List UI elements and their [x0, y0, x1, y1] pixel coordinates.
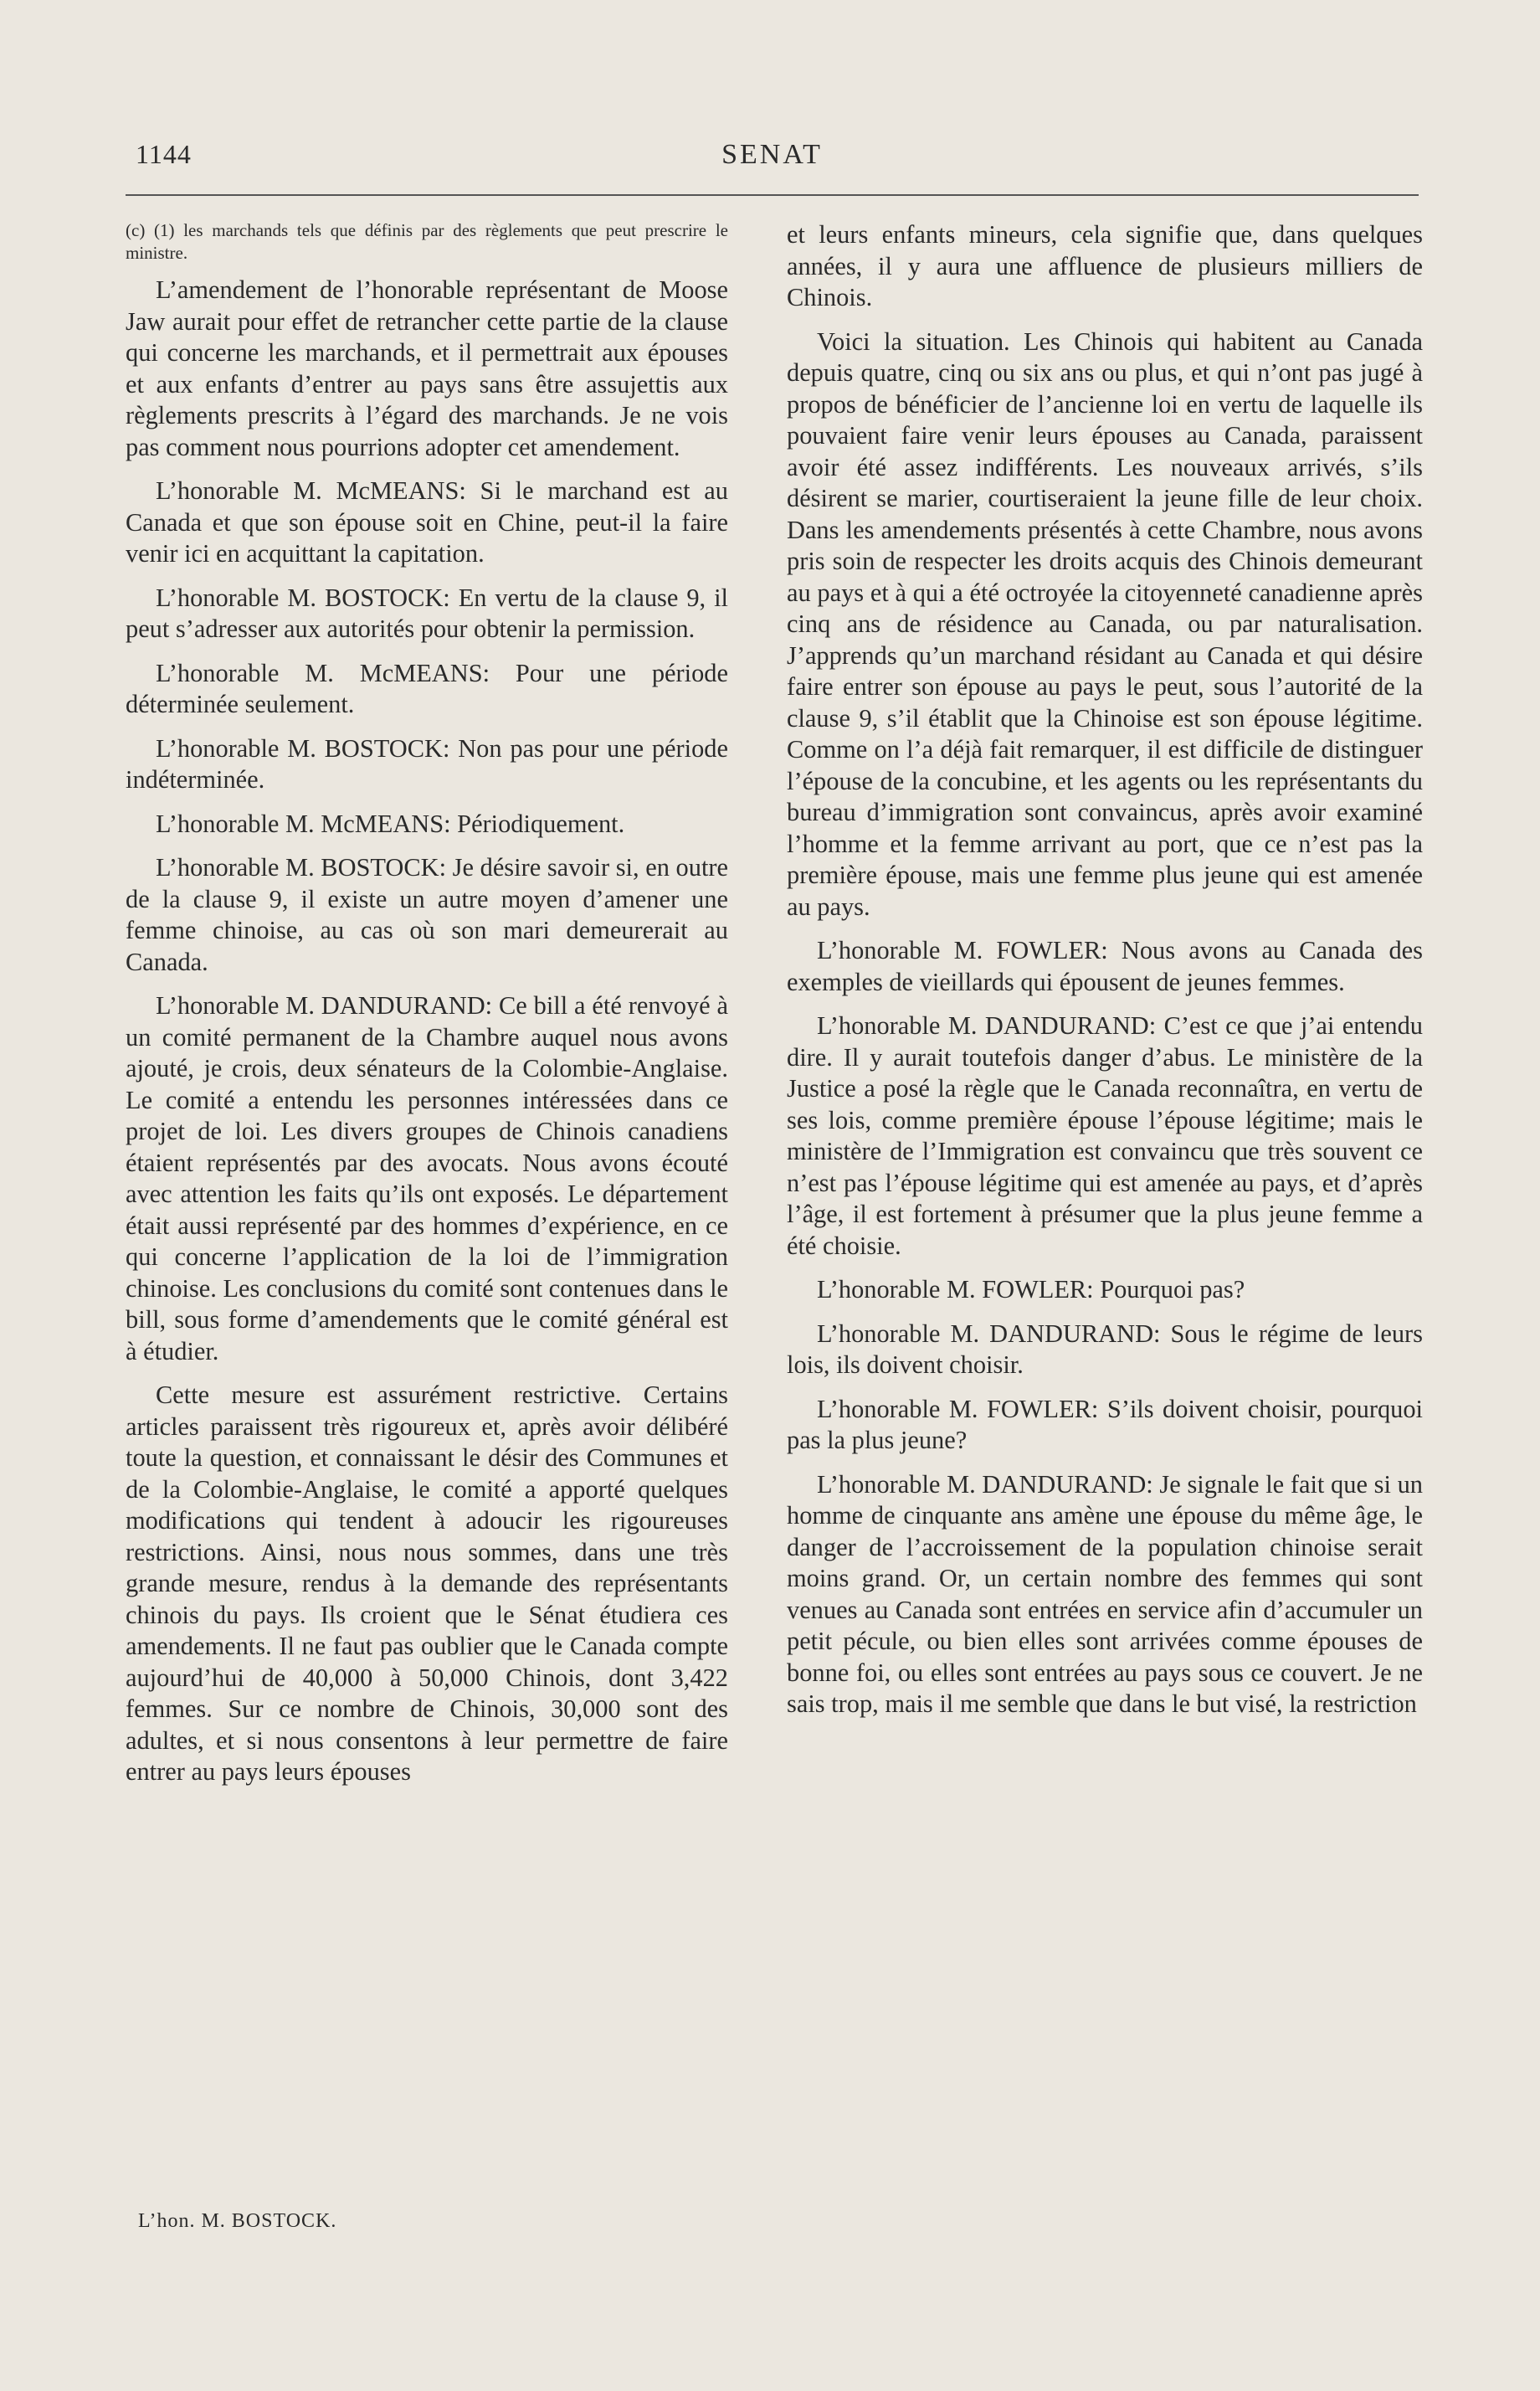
paragraph: L’amendement de l’honorable représentant de Moose Jaw aurait pour effet de retrancher cette partie de la clause qui concerne les marchands, et il permettrait aux épouses et aux enfants d’entrer au pays sans être assujettis aux règlements prescrits à l’égard des marchands. Je ne vois pas comment nous pourrions adopter cet amendement. [126, 275, 728, 461]
right-column [787, 219, 1423, 1733]
paragraph: L’honorable M. DANDURAND: Ce bill a été renvoyé à un comité permanent de la Chambre auquel nous avons ajouté, je crois, deux sénateurs de la Colombie-Anglaise. Le comité a entendu les personnes intéressées dans ce projet de loi. Les divers groupes de Chinois canadiens étaient représentés par des avocats. Nous avons écouté avec attention les faits qu’ils ont exposés. Le département était aussi représenté par des hommes d’expérience, en ce qui concerne l’application de la loi de l’immigration chinoise. Les conclusions du comité sont contenues dans le bill, sous forme d’amendements que le comité général est à étudier. [126, 991, 728, 1365]
quoted-clause: (c) (1) les marchands tels que définis par des règlements que peut prescrire le ministre. [126, 220, 728, 263]
running-head: SENAT [721, 139, 823, 170]
paragraph: L’honorable M. BOSTOCK: En vertu de la clause 9, il peut s’adresser aux autorités pour obtenir la permission. [126, 583, 728, 643]
paragraph: L’honorable M. DANDURAND: C’est ce que j’ai entendu dire. Il y aurait toutefois danger d’abus. Le ministère de la Justice a posé la règle que le Canada reconnaîtra, en vertu de ses lois, comme première épouse l’épouse légitime; mais le ministère de l’Immigration est convaincu que très souvent ce n’est pas l’épouse légitime qui est amenée au pays, et d’après l’âge, il est fortement à présumer que la plus jeune femme a été choisie. [787, 1011, 1423, 1260]
paragraph: Cette mesure est assurément restrictive. Certains articles paraissent très rigoureux et, après avoir délibéré toute la question, et connaissant le désir des Communes et de la Colombie-Anglaise, le comité a apporté quelques modifications qui tendent à adoucir les rigoureuses restrictions. Ainsi, nous nous sommes, dans une très grande mesure, rendus à la demande des représentants chinois du pays. Ils croient que le Sénat étudiera ces amendements. Il ne faut pas oublier que le Canada compte aujourd’hui de 40,000 à 50,000 Chinois, dont 3,422 femmes. Sur ce nombre de Chinois, 30,000 sont des adultes, et si nous consentons à leur permettre de faire entrer au pays leurs épouses [126, 1381, 728, 1786]
paragraph: L’honorable M. FOWLER: S’ils doivent choisir, pourquoi pas la plus jeune? [787, 1394, 1423, 1454]
paragraph: L’honorable M. FOWLER: Pourquoi pas? [817, 1275, 1245, 1303]
paragraph: L’honorable M. McMEANS: Pour une période déterminée seulement. [126, 658, 728, 718]
paragraph: L’honorable M. FOWLER: Nous avons au Canada des exemples de vieillards qui épousent de jeunes femmes. [787, 936, 1423, 996]
paragraph: L’honorable M. DANDURAND: Je signale le fait que si un homme de cinquante ans amène une épouse du même âge, le danger de l’accroissement de la population chinoise serait moins grand. Or, un certain nombre des femmes qui sont venues au Canada sont entrées en service afin d’accumuler un petit pécule, ou bien elles sont arrivées comme épouses de bonne foi, ou elles sont entrées au pays sous ce couvert. Je ne sais trop, mais il me semble que dans le but visé, la restriction [787, 1469, 1423, 1718]
paragraph: L’honorable M. DANDURAND: Sous le régime de leurs lois, ils doivent choisir. [787, 1319, 1423, 1379]
paragraph: L’honorable M. BOSTOCK: Je désire savoir si, en outre de la clause 9, il existe un autre moyen d’amener une femme chinoise, au cas où son mari demeurerait au Canada. [126, 853, 728, 976]
left-column [126, 219, 728, 1801]
header-rule [126, 194, 1419, 196]
page-header [126, 134, 1419, 176]
paragraph: Voici la situation. Les Chinois qui habitent au Canada depuis quatre, cinq ou six ans ou plus, et qui n’ont pas jugé à propos de bénéficier de l’ancienne loi en vertu de laquelle ils pouvaient faire venir leurs épouses au Canada, paraissent avoir été assez indifférents. Les nouveaux arrivés, s’ils désirent se marier, courtiseraient la jeune fille de leur choix. Dans les amendements présentés à cette Chambre, nous avons pris soin de respecter les droits acquis des Chinois demeurant au pays et à qui a été octroyée la citoyenneté canadienne après cinq ans de résidence au Canada, ou par naturalisation. J’apprends qu’un marchand résidant au Canada et qui désire faire entrer son épouse au pays le peut, sous l’autorité de la clause 9, s’il établit que la Chinoise est son épouse légitime. Comme on l’a déjà fait remarquer, il est difficile de distinguer l’épouse de la concubine, et les agents ou les représentants du bureau d’immigration sont convaincus, après avoir examiné l’homme et la femme arrivant au port, que ce n’est pas la première épouse, mais une femme plus jeune qui est amenée au pays. [787, 327, 1423, 921]
footer-signature: L’hon. M. BOSTOCK. [138, 2210, 337, 2232]
page-number: 1144 [136, 139, 192, 169]
paragraph: L’honorable M. McMEANS: Si le marchand est au Canada et que son épouse soit en Chine, peut-il la faire venir ici en acquittant la capitation. [126, 476, 728, 568]
paragraph: et leurs enfants mineurs, cela signifie que, dans quelques années, il y aura une affluence de plusieurs milliers de Chinois. [787, 220, 1423, 311]
paragraph: L’honorable M. BOSTOCK: Non pas pour une période indéterminée. [126, 733, 728, 794]
paragraph: L’honorable M. McMEANS: Périodiquement. [156, 809, 625, 838]
